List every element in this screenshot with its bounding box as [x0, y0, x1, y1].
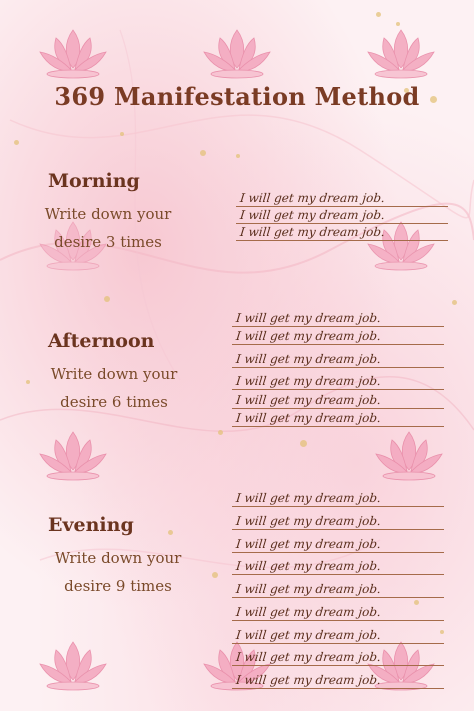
evening-instruction-line1: Write down your [54, 549, 182, 567]
writing-line[interactable] [232, 598, 444, 621]
afternoon-instruction [30, 360, 198, 416]
affirmation-text: I will get my dream job. [239, 208, 386, 222]
writing-line[interactable] [232, 552, 444, 575]
morning-instruction-line1: Write down your [44, 205, 172, 223]
affirmation-text: I will get my dream job. [235, 491, 382, 505]
writing-line[interactable] [232, 575, 444, 598]
affirmation-text: I will get my dream job. [235, 514, 382, 528]
morning-instruction-line2: desire 3 times [54, 233, 162, 251]
affirmation-text: I will get my dream job. [235, 605, 382, 619]
writing-line[interactable] [232, 484, 444, 507]
gold-sparkle [300, 440, 307, 447]
evening-heading: Evening [48, 514, 134, 536]
gold-sparkle [452, 300, 457, 305]
affirmation-text: I will get my dream job. [235, 582, 382, 596]
morning-heading: Morning [48, 170, 140, 192]
lotus-flower-icon [34, 424, 112, 484]
affirmation-text: I will get my dream job. [235, 393, 382, 407]
lotus-flower-icon [34, 634, 112, 694]
lotus-flower-icon [198, 22, 276, 82]
affirmation-text: I will get my dream job. [235, 374, 382, 388]
gold-sparkle [14, 140, 19, 145]
affirmation-text: I will get my dream job. [239, 191, 386, 205]
lotus-flower-icon [362, 22, 440, 82]
writing-line[interactable] [232, 666, 444, 689]
gold-sparkle [200, 150, 206, 156]
affirmation-text: I will get my dream job. [235, 329, 382, 343]
writing-line[interactable] [232, 507, 444, 530]
gold-sparkle [212, 572, 218, 578]
gold-sparkle [104, 296, 110, 302]
affirmation-text: I will get my dream job. [235, 311, 382, 325]
writing-line[interactable] [232, 345, 444, 368]
gold-sparkle [376, 12, 381, 17]
affirmation-text: I will get my dream job. [235, 650, 382, 664]
writing-line[interactable] [232, 621, 444, 644]
affirmation-text: I will get my dream job. [239, 225, 386, 239]
writing-line[interactable] [236, 218, 448, 241]
affirmation-text: I will get my dream job. [235, 559, 382, 573]
affirmation-text: I will get my dream job. [235, 411, 382, 425]
afternoon-instruction-line1: Write down your [50, 365, 178, 383]
evening-instruction-line2: desire 9 times [64, 577, 172, 595]
writing-line[interactable] [232, 404, 444, 427]
affirmation-text: I will get my dream job. [235, 537, 382, 551]
lotus-flower-icon [370, 424, 448, 484]
gold-sparkle [218, 430, 223, 435]
gold-sparkle [120, 132, 124, 136]
evening-instruction [34, 544, 202, 600]
afternoon-heading: Afternoon [48, 330, 155, 352]
lotus-flower-icon [34, 22, 112, 82]
affirmation-text: I will get my dream job. [235, 628, 382, 642]
page-title: 369 Manifestation Method [54, 82, 420, 111]
gold-sparkle [168, 530, 173, 535]
afternoon-instruction-line2: desire 6 times [60, 393, 168, 411]
writing-line[interactable] [232, 643, 444, 666]
gold-sparkle [236, 154, 240, 158]
writing-line[interactable] [232, 322, 444, 345]
affirmation-text: I will get my dream job. [235, 352, 382, 366]
affirmation-text: I will get my dream job. [235, 673, 382, 687]
morning-instruction [24, 200, 192, 256]
writing-line[interactable] [232, 530, 444, 553]
